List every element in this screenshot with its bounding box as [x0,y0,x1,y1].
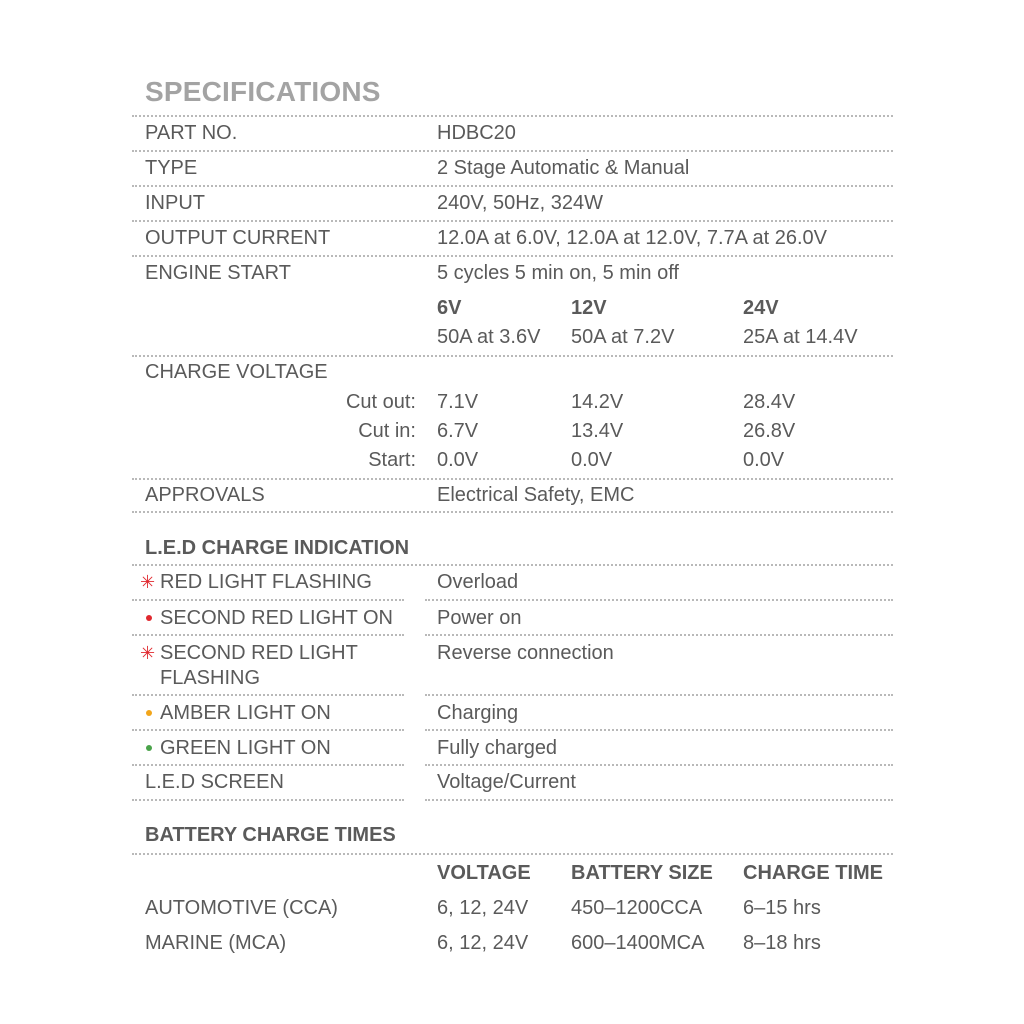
green-dot-icon [146,745,152,751]
divider [132,853,893,855]
battery-heading: BATTERY CHARGE TIMES [145,824,396,846]
divider [132,150,893,152]
divider [425,729,893,731]
battery-row-marine-time: 8–18 hrs [743,932,821,954]
approvals-value: Electrical Safety, EMC [437,484,635,506]
engine-start-label: ENGINE START [145,262,291,284]
red-flashing-icon: ✳ [140,572,156,592]
engine-start-value: 5 cycles 5 min on, 5 min off [437,262,679,284]
divider [132,634,404,636]
battery-row-automotive-label: AUTOMOTIVE (CCA) [145,897,338,919]
page-title: SPECIFICATIONS [145,76,381,107]
battery-row-marine-voltage: 6, 12, 24V [437,932,529,954]
battery-row-marine-label: MARINE (MCA) [145,932,287,954]
battery-col-charge-time: CHARGE TIME [743,862,883,884]
divider [132,355,893,357]
approvals-label: APPROVALS [145,484,265,506]
led-screen-value: Voltage/Current [437,771,576,793]
led-value-second-red-flashing: Reverse connection [437,642,614,664]
cut-out-6v: 7.1V [437,391,479,413]
engine-start-value-24v: 25A at 14.4V [743,326,858,348]
led-label-second-red-flashing-line2: FLASHING [160,667,261,689]
led-value-red-flashing: Overload [437,571,519,593]
second-red-flashing-icon: ✳ [140,643,156,663]
divider [132,255,893,257]
divider [132,115,893,117]
led-value-green: Fully charged [437,737,558,759]
red-on-dot-icon [146,615,152,621]
divider [425,799,893,801]
battery-row-automotive-time: 6–15 hrs [743,897,821,919]
divider [425,634,893,636]
led-label-red-flashing: RED LIGHT FLASHING [160,571,372,593]
battery-col-voltage: VOLTAGE [437,862,531,884]
input-label: INPUT [145,192,205,214]
type-value: 2 Stage Automatic & Manual [437,157,690,179]
cut-in-24v: 26.8V [743,420,796,442]
cut-in-label: Cut in: [358,420,416,442]
cut-in-12v: 13.4V [571,420,624,442]
led-label-green: GREEN LIGHT ON [160,737,331,759]
cut-out-12v: 14.2V [571,391,624,413]
input-value: 240V, 50Hz, 324W [437,192,604,214]
divider [132,564,893,566]
battery-col-battery-size: BATTERY SIZE [571,862,713,884]
cut-out-label: Cut out: [345,391,416,413]
start-12v: 0.0V [571,449,613,471]
type-label: TYPE [145,157,198,179]
engine-start-value-6v: 50A at 3.6V [437,326,541,348]
led-heading: L.E.D CHARGE INDICATION [145,537,410,559]
engine-start-value-12v: 50A at 7.2V [571,326,675,348]
divider [425,764,893,766]
led-label-second-red-on: SECOND RED LIGHT ON [160,607,393,629]
divider [132,478,893,480]
led-label-second-red-flashing: SECOND RED LIGHT [160,642,358,664]
divider [132,220,893,222]
output-current-label: OUTPUT CURRENT [145,227,331,249]
divider [425,694,893,696]
part-no-label: PART NO. [145,122,238,144]
divider [132,511,893,513]
start-6v: 0.0V [437,449,479,471]
charge-voltage-label: CHARGE VOLTAGE [145,361,328,383]
engine-start-head-12v: 12V [571,297,607,319]
led-screen-label: L.E.D SCREEN [145,771,284,793]
start-label: Start: [368,449,416,471]
output-current-value: 12.0A at 6.0V, 12.0A at 12.0V, 7.7A at 26.0V [437,227,827,249]
battery-row-marine-size: 600–1400MCA [571,932,705,954]
amber-dot-icon [146,710,152,716]
divider [132,694,404,696]
cut-out-24v: 28.4V [743,391,796,413]
engine-start-head-6v: 6V [437,297,462,319]
divider [132,599,404,601]
start-24v: 0.0V [743,449,785,471]
battery-row-automotive-voltage: 6, 12, 24V [437,897,529,919]
cut-in-6v: 6.7V [437,420,479,442]
engine-start-head-24v: 24V [743,297,779,319]
led-value-second-red-on: Power on [437,607,522,629]
divider [132,185,893,187]
divider [132,799,404,801]
divider [425,599,893,601]
divider [132,764,404,766]
part-no-value: HDBC20 [437,122,516,144]
divider [132,729,404,731]
battery-row-automotive-size: 450–1200CCA [571,897,703,919]
led-value-amber: Charging [437,702,519,724]
led-label-amber: AMBER LIGHT ON [160,702,331,724]
